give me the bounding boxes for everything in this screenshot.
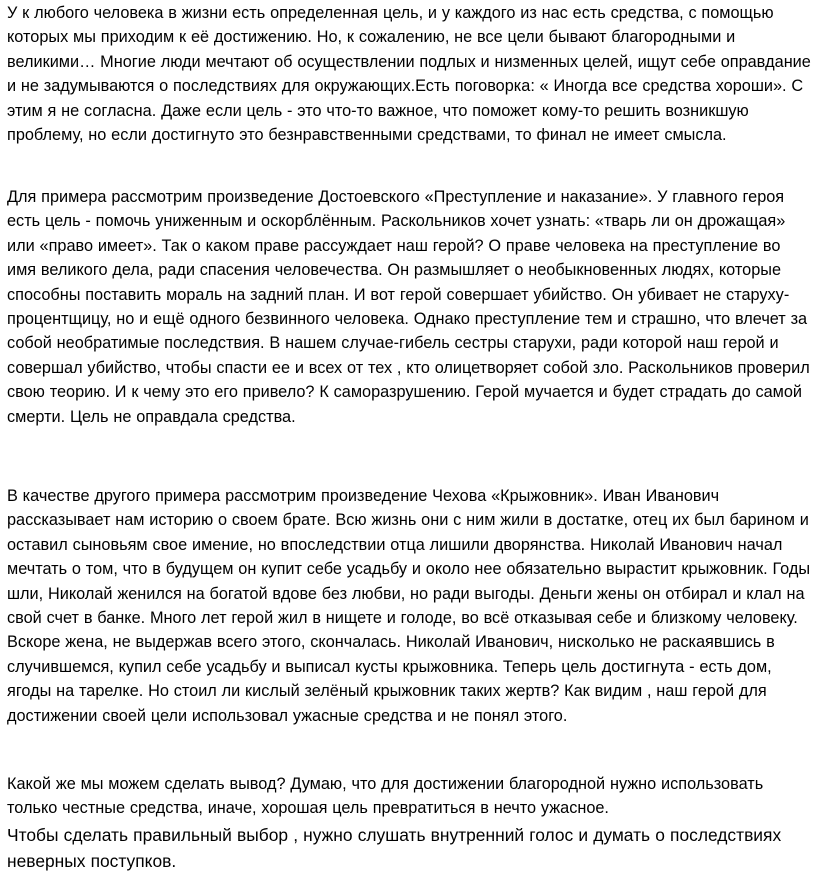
- paragraph-chekhov-example: В качестве другого примера рассмотрим произведение Чехова «Крыжовник». Иван Иванович рассказывает нам историю о своем брате. Всю жизнь они с ним жили в достатке, отец их был барином и оставил сыновьям свое имение, но впоследствии отца лишили дворянства. Николай Иванович начал мечтать о том, что в будущем он купит себе усадьбу и около нее обязательно вырастит крыжовник. Годы шли, Николай женился на богатой вдове без любви, но ради выгоды. Деньги жены он отбирал и клал на свой счет в банке. Много лет герой жил в нищете и голоде, во всё отказывая себе и близкому человеку. Вскоре жена, не выдержав всего этого, скончалась. Николай Иванович, нисколько не раскаявшись в случившемся, купил себе усадьбу и выписал кусты крыжовника. Теперь цель достигнута - есть дом, ягоды на тарелке. Но стоил ли кислый зелёный крыжовник таких жертв? Как видим , наш герой для достижении своей цели использовал ужасные средства и не понял этого.: [7, 487, 811, 725]
- paragraph-conclusion: Какой же мы можем сделать вывод? Думаю, что для достижении благородной нужно использовать только честные средства, иначе, хорошая цель превратиться в нечто ужасное.: [7, 775, 764, 818]
- paragraph-final-thought: Чтобы сделать правильный выбор , нужно слушать внутренний голос и думать о последствиях неверных поступков.: [7, 825, 782, 871]
- paragraph-dostoevsky-example: Для примера рассмотрим произведение Достоевского «Преступление и наказание». У главного героя есть цель - помочь униженным и оскорблённым. Раскольников хочет узнать: «тварь ли он дрожащая» или «право имеет». Так о каком праве рассуждает наш герой? О праве человека на преступление во имя великого дела, ради спасения человечества. Он размышляет о необыкновенных людях, которые способны поставить мораль на задний план. И вот герой совершает убийство. Он убивает не старуху-процентщицу, но и ещё одного безвинного человека. Однако преступление тем и страшно, что влечет за собой необратимые последствия. В нашем случае-гибель сестры старухи, ради которой наш герой и совершал убийство, чтобы спасти ее и всех от тех , кто олицетворяет собой зло. Раскольников проверил свою теорию. И к чему это его привело? К саморазрушению. Герой мучается и будет страдать до самой смерти. Цель не оправдала средства.: [7, 188, 810, 426]
- paragraph-intro: У к любого человека в жизни есть определенная цель, и у каждого из нас есть средства, с помощью которых мы приходим к её достижению. Но, к сожалению, не все цели бывают благородными и великими… Многие люди мечтают об осуществлении подлых и низменных целей, ищут себе оправдание и не задумываются о последствиях для окружающих.Есть поговорка: « Иногда все средства хороши». С этим я не согласна. Даже если цель - это что-то важное, что поможет кому-то решить возникшую проблему, но если достигнуто это безнравственными средствами, то финал не имеет смысла.: [7, 4, 811, 145]
